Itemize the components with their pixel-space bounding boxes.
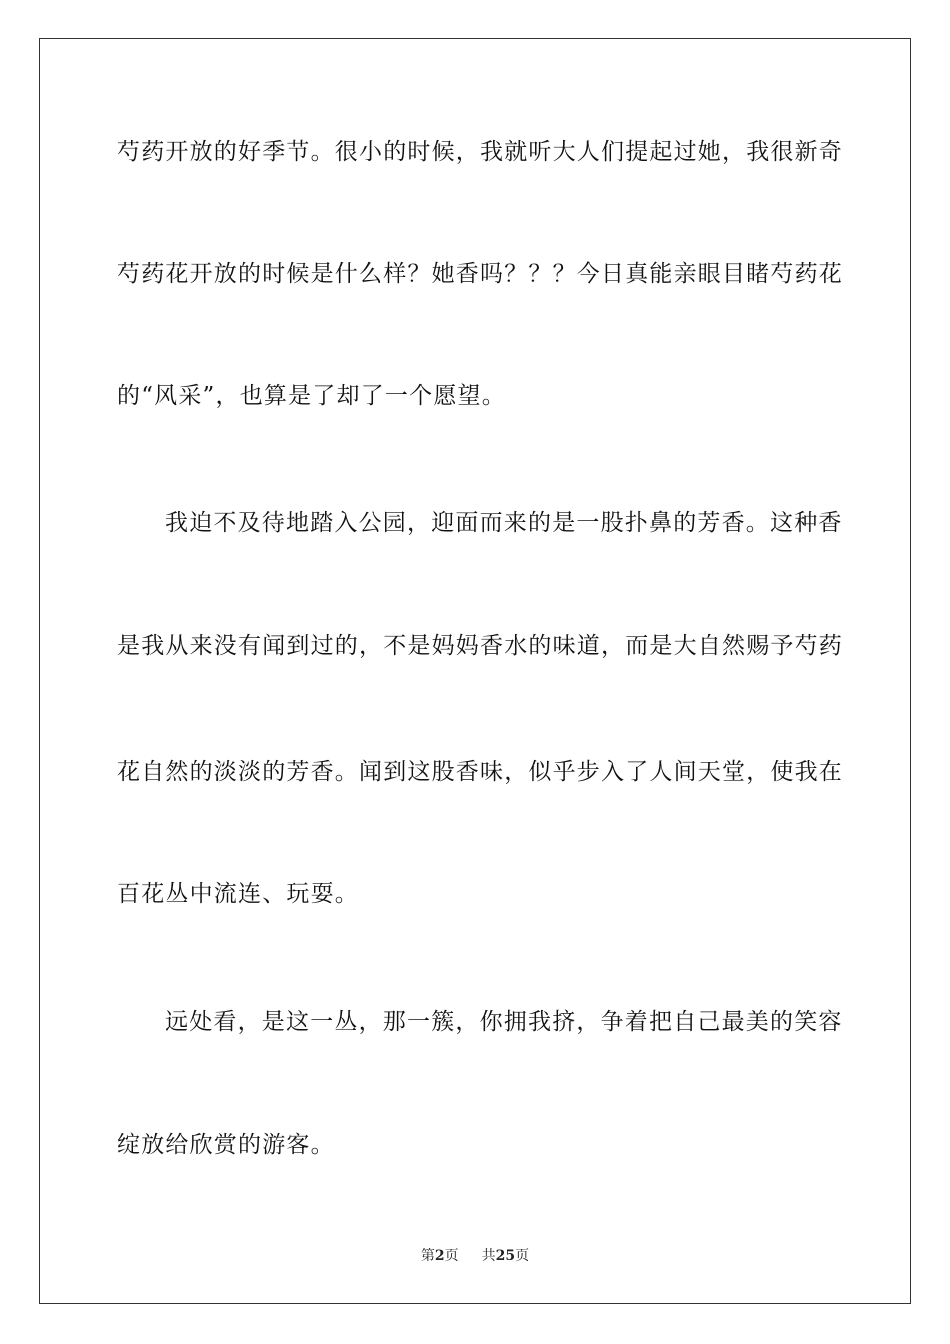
page-border	[39, 38, 911, 1304]
body-text-line: 远处看，是这一丛，那一簇，你拥我挤，争着把自己最美的笑容	[165, 1009, 843, 1035]
total-suffix: 页	[515, 1248, 530, 1264]
body-text-line: 的“风采”，也算是了却了一个愿望。	[117, 383, 506, 409]
body-text-line: 是我从来没有闻到过的，不是妈妈香水的味道，而是大自然赐予芍药	[117, 633, 843, 659]
body-text-line: 百花丛中流连、玩耍。	[117, 881, 359, 907]
page-footer	[0, 1246, 950, 1266]
body-text-line: 我迫不及待地踏入公园，迎面而来的是一股扑鼻的芳香。这种香	[165, 510, 843, 536]
total-prefix: 共	[481, 1248, 496, 1264]
body-text-line: 芍药花开放的时候是什么样？她香吗？？？今日真能亲眼目睹芍药花	[117, 261, 843, 287]
total-pages: 25	[495, 1248, 516, 1264]
body-text-line: 芍药开放的好季节。很小的时候，我就听大人们提起过她，我很新奇	[117, 139, 843, 165]
body-text-line: 绽放给欣赏的游客。	[117, 1132, 335, 1158]
page-prefix: 第	[420, 1248, 435, 1264]
page-number: 2	[434, 1248, 445, 1264]
page-suffix: 页	[444, 1248, 459, 1264]
body-text-line: 花自然的淡淡的芳香。闻到这股香味，似乎步入了人间天堂，使我在	[117, 759, 843, 785]
